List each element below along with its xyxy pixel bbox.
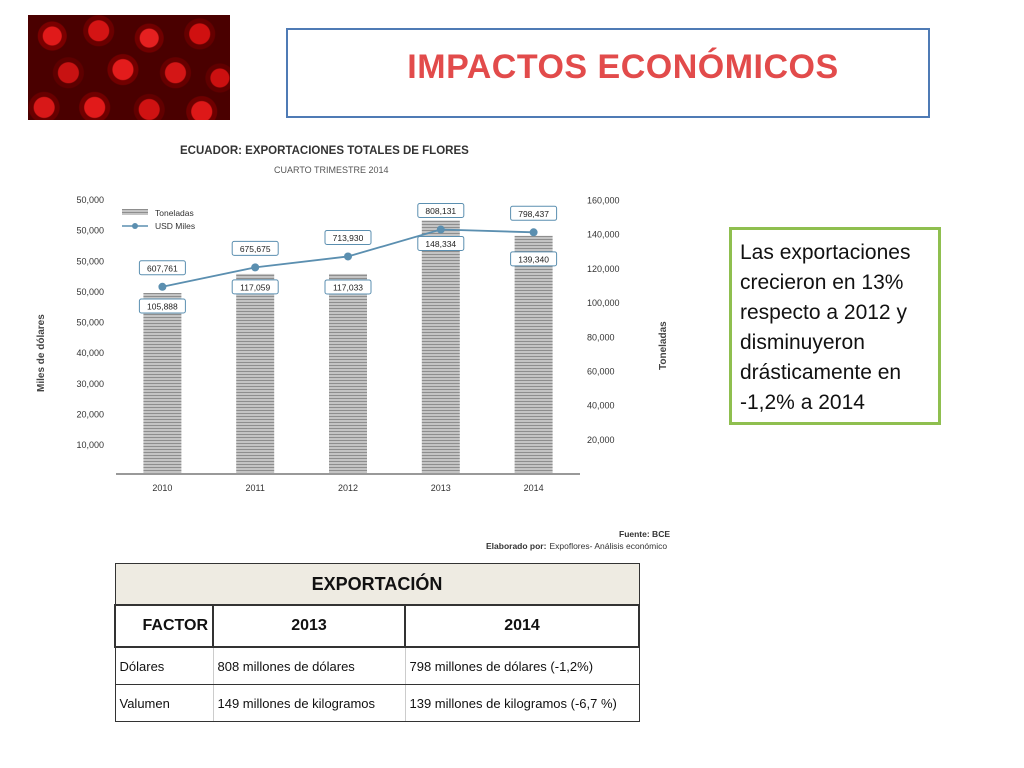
y-tick-label: 10,000	[76, 440, 104, 450]
chart-title: ECUADOR: EXPORTACIONES TOTALES DE FLORES	[180, 145, 469, 157]
y2-tick-label: 160,000	[587, 195, 620, 206]
legend-bar-label: Toneladas	[155, 208, 194, 218]
y-tick-label: 50,000	[76, 317, 104, 328]
usd-point-2013	[437, 226, 445, 234]
y-tick-label: 50,000	[76, 286, 104, 297]
y2-tick-label: 140,000	[587, 229, 620, 240]
y-tick-label: 50,000	[76, 256, 104, 267]
bar-2011	[236, 274, 274, 474]
y-tick-label: 40,000	[76, 348, 104, 359]
source-label: Fuente: BCE	[619, 529, 670, 539]
row-volumen-2014: 139 millones de kilogramos (-6,7 %)	[405, 685, 639, 722]
row-volumen-2013: 149 millones de kilogramos	[213, 685, 405, 722]
row-volumen-factor: Valumen	[115, 685, 213, 722]
y-axis-label: Miles de dólares	[36, 314, 47, 392]
usd-label: 713,930	[332, 232, 364, 243]
elaborado-label	[486, 541, 667, 551]
slide-title: IMPACTOS ECONÓMICOS	[407, 47, 839, 86]
ton-label: 117,059	[240, 282, 271, 293]
x-tick-label: 2014	[523, 483, 544, 493]
row-dolares-2013: 808 millones de dólares	[213, 647, 405, 685]
table-header-row	[115, 605, 639, 647]
elaborado-prefix: Elaborado por:	[486, 541, 547, 551]
ton-label: 148,334	[425, 238, 457, 249]
usd-label: 808,131	[425, 206, 457, 217]
plot-area	[76, 195, 619, 493]
legend-line-marker	[132, 223, 138, 229]
legend	[122, 208, 195, 231]
y-tick-label: 20,000	[76, 409, 104, 420]
bar-2013	[422, 220, 460, 474]
usd-label: 675,675	[239, 243, 271, 254]
usd-point-2011	[251, 263, 259, 271]
y-tick-label: 30,000	[76, 378, 104, 389]
usd-label: 798,437	[518, 208, 549, 219]
usd-point-2014	[530, 228, 538, 236]
header-factor: FACTOR	[115, 605, 213, 647]
legend-line-label: USD Miles	[155, 221, 196, 231]
y-tick-label: 50,000	[76, 225, 104, 236]
y2-axis-label: Toneladas	[658, 321, 669, 370]
y2-tick-label: 120,000	[587, 263, 620, 274]
export-table	[114, 563, 640, 722]
table-row	[115, 647, 639, 685]
usd-point-2010	[158, 283, 166, 291]
header-2013: 2013	[213, 605, 405, 647]
table-title: EXPORTACIÓN	[115, 564, 639, 606]
ton-label: 105,888	[147, 301, 178, 312]
y2-tick-label: 20,000	[587, 434, 615, 445]
y2-tick-label: 40,000	[587, 400, 615, 411]
elaborado-value: Expoflores- Análisis económico	[549, 541, 668, 551]
note-text: Las exportaciones crecieron en 13% respecto a 2012 y disminuyeron drásticamente en -1,2% a 2014	[740, 241, 911, 414]
x-tick-label: 2013	[430, 483, 451, 493]
bar-2010	[143, 293, 181, 474]
y2-tick-label: 100,000	[587, 298, 620, 309]
note-box	[729, 227, 941, 425]
chart-subtitle: CUARTO TRIMESTRE 2014	[274, 165, 389, 175]
x-tick-label: 2012	[337, 483, 359, 493]
y2-tick-label: 80,000	[587, 332, 615, 343]
row-dolares-factor: Dólares	[115, 647, 213, 685]
legend-bar-swatch	[122, 209, 148, 215]
x-tick-label: 2010	[152, 483, 173, 493]
bar-2012	[329, 274, 367, 474]
table-row	[115, 685, 639, 722]
usd-point-2012	[344, 252, 352, 260]
y-tick-label: 50,000	[76, 195, 104, 205]
row-dolares-2014: 798 millones de dólares (-1,2%)	[405, 647, 639, 685]
bar-2014	[515, 236, 553, 474]
y2-tick-label: 60,000	[587, 366, 615, 377]
x-tick-label: 2011	[245, 483, 265, 493]
ton-label: 117,033	[332, 282, 364, 293]
header-2014: 2014	[405, 605, 639, 647]
table-title-row	[115, 564, 639, 606]
ton-label: 139,340	[518, 254, 549, 265]
usd-label: 607,761	[147, 263, 178, 274]
